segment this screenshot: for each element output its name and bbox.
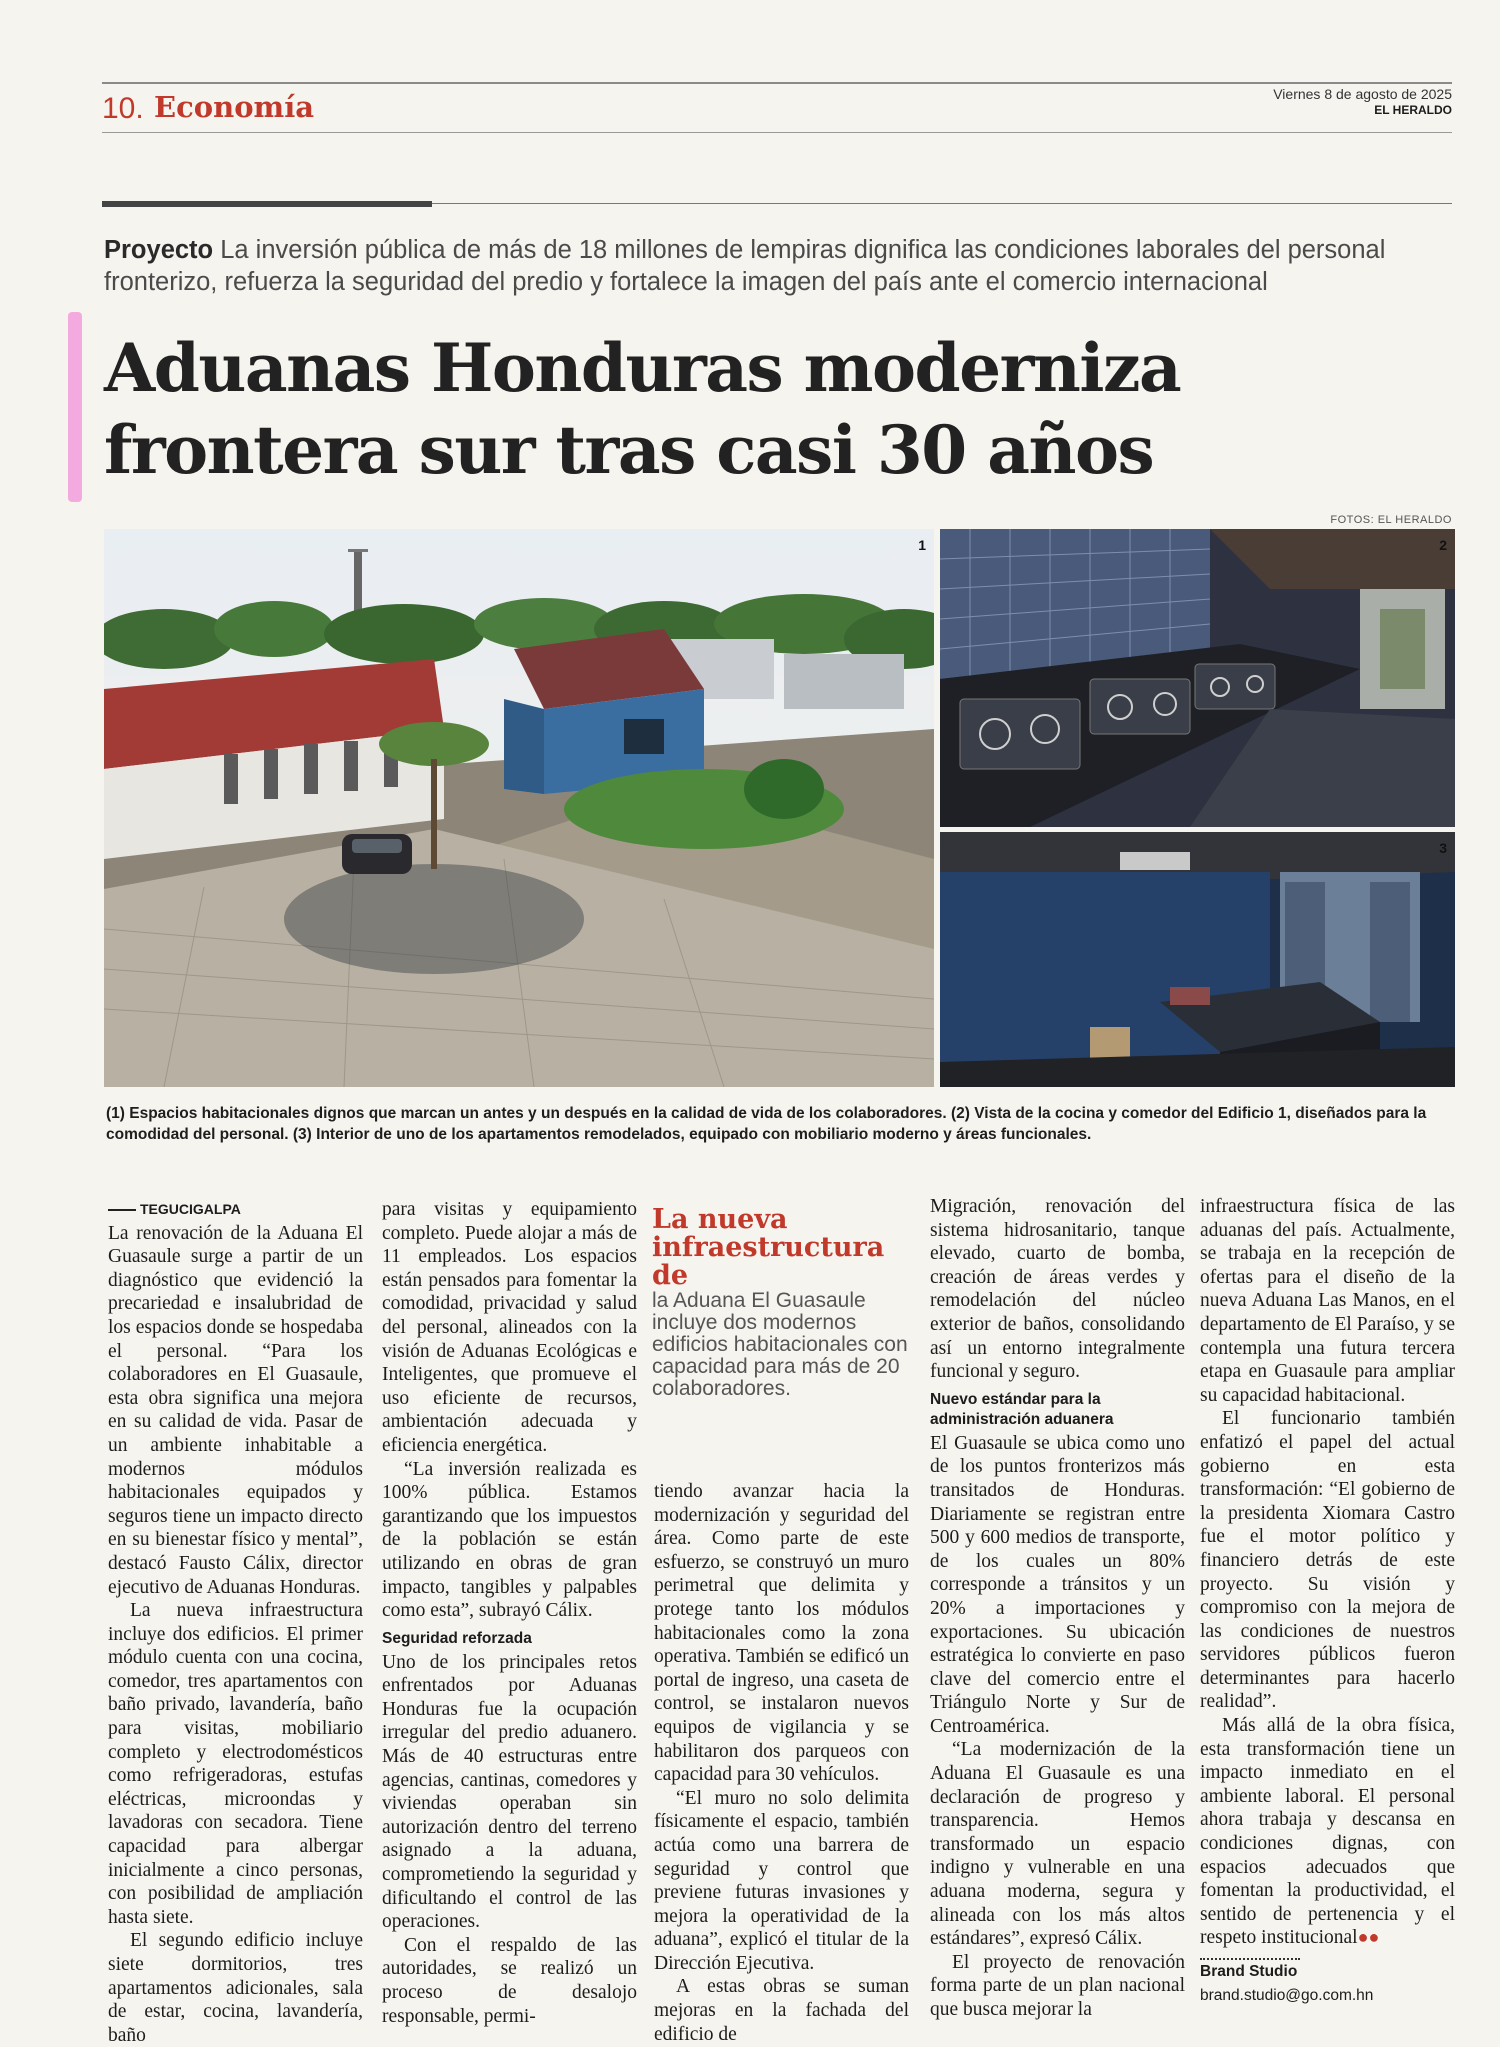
- kicker-bar: [102, 201, 432, 207]
- header-top-rule: [102, 82, 1452, 84]
- kicker-rule: [432, 203, 1452, 204]
- paragraph: A estas obras se suman mejoras en la fachada del edificio de: [654, 1976, 909, 2045]
- photo-3-number: 3: [1439, 840, 1447, 856]
- page-number: 10.: [102, 92, 144, 125]
- paragraph: “El muro no solo delimita físicamente el espacio, también actúa como una barrera de seguridad y control que previene futuras invasiones y mejora la operatividad de la aduana”, explicó el titular de la Dirección Ejecutiva.: [654, 1787, 909, 1974]
- article-column-2: [382, 1198, 637, 2028]
- paragraph: “La modernización de la Aduana El Guasaule es una declaración de progreso y transparencia. Hemos transformado un espacio indigno y vulnerable en una aduana moderna, segura y alineada con los más altos estándares”, expresó Cálix.: [930, 1739, 1185, 1950]
- aerial-photo-customs-buildings: [104, 529, 934, 1087]
- paragraph: El Guasaule se ubica como uno de los puntos fronterizos más transitados de Honduras. Diariamente se registran entre 500 y 600 medios de transporte, de los cuales un 80% corresponde a tránsitos y un 20% a importaciones y exportaciones. Su ubicación estratégica lo convierte en paso clave del comercio entre el Triángulo Norte y Sur de Centroamérica.: [930, 1432, 1185, 1737]
- article-column-1: [108, 1198, 363, 2047]
- highlighter-mark: [68, 312, 82, 502]
- kicker-text: La inversión pública de más de 18 millones de lempiras dignifica las condiciones laborales del personal fronterizo, refuerza la seguridad del predio y fortalece la imagen del país ante el comercio internacional: [104, 236, 1386, 296]
- photo-bedroom: [940, 832, 1455, 1087]
- newspaper-name: EL HERALDO: [1374, 103, 1452, 117]
- paragraph: El segundo edificio incluye siete dormitorios, tres apartamentos adicionales, sala de estar, cocina, lavandería, baño: [108, 1930, 363, 2046]
- pull-quote-title: La nueva infraestructura de: [652, 1204, 885, 1291]
- end-mark: ●●: [1357, 1927, 1380, 1948]
- photo-1-number: 1: [918, 537, 926, 553]
- article-column-4: [930, 1195, 1185, 2022]
- paragraph: infraestructura física de las aduanas del país. Actualmente, se trabaja en la recepción de ofertas para el diseño de la nueva Aduana Las Manos, en el departamento de El Paraíso, y se contempla una futura tercera etapa en Guasaule para ampliar su capacidad habitacional.: [1200, 1196, 1455, 1406]
- subheading: Nuevo estándar para la administración aduanera: [930, 1390, 1114, 1428]
- paragraph: La renovación de la Aduana El Guasaule surge a partir de un diagnóstico que evidenció la precariedad e insalubridad de los espacios donde se hospedaba el personal. “Para los colaboradores en El Guasaule, esta obra significa una mejora en su calidad de vida. Pasar de un ambiente inhabitable a modernos módulos habitacionales equipados y seguros tiene un impacto directo en su bienestar físico y mental”, destacó Fausto Cálix, director ejecutivo de Aduanas Honduras.: [108, 1222, 363, 1598]
- paragraph: para visitas y equipamiento completo. Puede alojar a más de 11 empleados. Los espacios están pensados para fomentar la comodidad, privacidad y salud del personal, alineados con la visión de Aduanas Ecológicas e Inteligentes, que promueve el uso eficiente de recursos, ambientación adecuada y eficiencia energética.: [382, 1199, 637, 1456]
- photo-credit: FOTOS: EL HERALDO: [1330, 514, 1452, 526]
- issue-date: Viernes 8 de agosto de 2025: [1273, 86, 1452, 102]
- article-column-3: [654, 1480, 909, 2046]
- dateline: [108, 1198, 363, 1222]
- dateline-text: TEGUCIGALPA: [140, 1201, 241, 1217]
- kicker-label: Proyecto: [104, 236, 214, 264]
- paragraph: El funcionario también enfatizó el papel del actual gobierno en esta transformación: “El gobierno de la presidenta Xiomara Castro fue el motor político y financiero detrás de este proyecto. Su visión y compromiso con la mejora de las condiciones de nuestros servidores públicos fueron determinantes para hacerlo realidad”.: [1200, 1408, 1455, 1713]
- header-bottom-rule: [102, 132, 1452, 133]
- dateline-rule: [108, 1209, 136, 1211]
- headline: [104, 327, 1464, 491]
- paragraph: El proyecto de renovación forma parte de un plan nacional que busca mejorar la: [930, 1951, 1185, 2020]
- photo-kitchen-stoves: [940, 529, 1455, 827]
- headline-line-2: frontera sur tras casi 30 años: [104, 411, 1154, 489]
- section-title: Economía: [154, 90, 315, 124]
- paragraph: tiendo avanzar hacia la modernización y seguridad del área. Como parte de este esfuerzo, se construyó un muro perimetral que delimita y protege tanto los módulos habitacionales como la zona operativa. También se edificó un portal de ingreso, una caseta de control, se instalaron nuevos equipos de vigilancia y se habilitaron dos parqueos con capacidad para 30 vehículos.: [654, 1481, 909, 1786]
- pull-quote: [652, 1206, 914, 1400]
- paragraph: Migración, renovación del sistema hidrosanitario, tanque elevado, cuarto de bomba, creación de áreas verdes y remodelación del núcleo exterior de baños, consolidando así un entorno integralmente funcional y seguro.: [930, 1196, 1185, 1383]
- article-column-5: [1200, 1195, 1455, 2007]
- pull-quote-body: la Aduana El Guasaule incluye dos modernos edificios habitacionales con capacidad para más de 20 colaboradores.: [652, 1289, 908, 1400]
- headline-line-1: Aduanas Honduras moderniza: [104, 329, 1181, 407]
- brand-name: Brand Studio: [1200, 1963, 1298, 1980]
- kicker: [104, 234, 1454, 298]
- paragraph: Uno de los principales retos enfrentados por Aduanas Honduras fue la ocupación irregular del predio aduanero. Más de 40 estructuras entre agencias, cantinas, comedores y viviendas operaban sin autorización dentro del terreno asignado a la aduana, comprometiendo la seguridad y dificultando el control de las operaciones.: [382, 1651, 637, 1933]
- subheading: Seguridad reforzada: [382, 1629, 532, 1647]
- paragraph: “La inversión realizada es 100% pública. Estamos garantizando que los impuestos de la población se están utilizando en obras de gran impacto, tangibles y palpables como esta”, subrayó Cálix.: [382, 1458, 637, 1622]
- photo-2-number: 2: [1439, 537, 1447, 553]
- photo-caption: (1) Espacios habitacionales dignos que marcan un antes y un después en la calidad de vida de los colaboradores. (2) Vista de la cocina y comedor del Edificio 1, diseñados para la comodidad del personal. (3) Interior de uno de los apartamentos remodelados, equipado con mobiliario moderno y áreas funcionales.: [106, 1105, 1427, 1143]
- paragraph: Con el respaldo de las autoridades, se realizó un proceso de desalojo responsable, permi-: [382, 1934, 637, 2027]
- paragraph: [1200, 1714, 1455, 1950]
- brand-email: brand.studio@go.com.hn: [1200, 1986, 1374, 2004]
- paragraph-text: Más allá de la obra física, esta transformación tiene un impacto inmediato en el ambiente laboral. El personal ahora trabaja y descansa en condiciones dignas, con espacios adecuados que fomentan la productividad, el sentido de pertenencia y el respeto institucional: [1200, 1715, 1455, 1949]
- paragraph: La nueva infraestructura incluye dos edificios. El primer módulo cuenta con una cocina, comedor, tres apartamentos con baño privado, lavandería, baño para visitas, mobiliario completo y electrodomésticos como refrigeradoras, estufas eléctricas, microondas y lavadoras con secadora. Tiene capacidad para albergar inicialmente a cinco personas, con posibilidad de ampliación hasta siete.: [108, 1600, 363, 1928]
